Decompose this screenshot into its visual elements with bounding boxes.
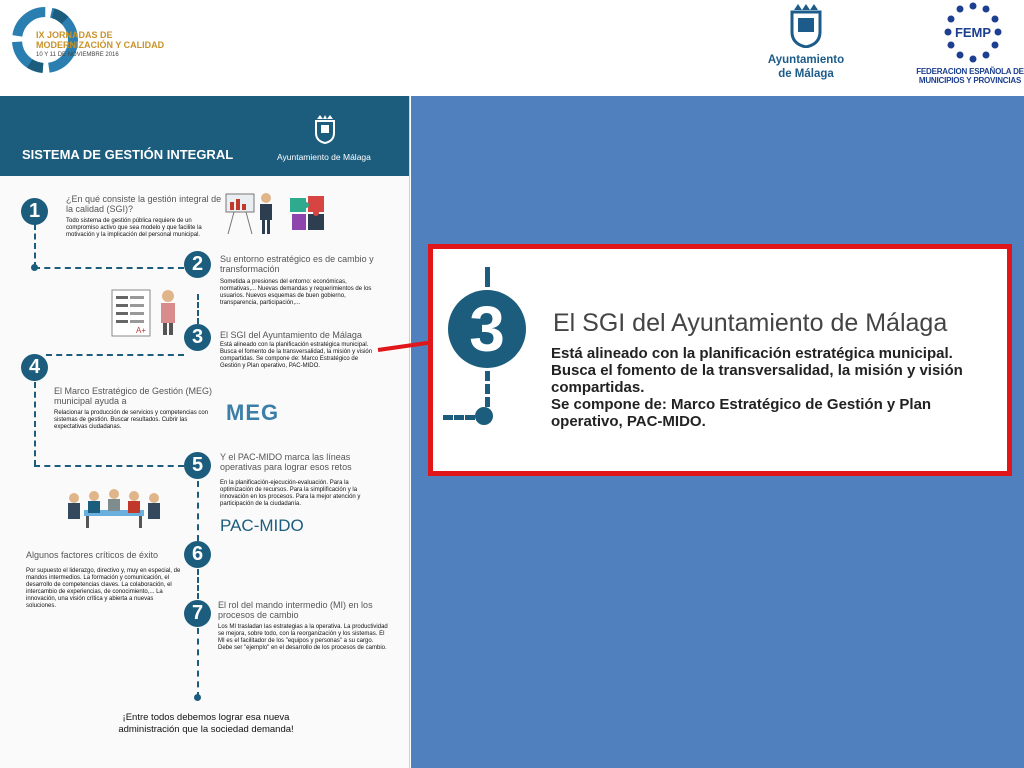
zoom-timeline-line (443, 415, 475, 420)
femp-line1: FEDERACION ESPAÑOLA DE (916, 67, 1024, 76)
femp-name (914, 67, 1024, 85)
timeline-line (34, 267, 184, 269)
zoom-body-line: Se compone de: Marco Estratégico de Gestión y Plan operativo, PAC-MIDO. (551, 396, 932, 430)
puzzle-illustration (288, 194, 328, 234)
jornadas-text (36, 30, 164, 60)
svg-text:A+: A+ (136, 326, 147, 335)
femp-line2: MUNICIPIOS Y PROVINCIAS (918, 76, 1022, 85)
timeline-line (197, 294, 199, 324)
step-4-heading: El Marco Estratégico de Gestión (MEG) municipal ayuda a (54, 386, 213, 406)
step-6-body: Por supuesto el liderazgo, directivo y, muy en especial, de mandos intermedios. La formación y comunicación, el desarrollo de competencias claves. La colaboración, el intercambio de experiencias, de conocimiento,... La innovación, una visión crítica y abierta a nuevas soluciones. (26, 568, 181, 609)
meg-logo: MEG (226, 400, 280, 425)
femp-logo (938, 0, 1008, 66)
ayuntamiento-line2: de Málaga (778, 68, 834, 80)
step-1-heading: ¿En qué consiste la gestión integral de la calidad (SGI)? (66, 194, 222, 214)
step-number-3: 3 (184, 324, 211, 351)
timeline-line (197, 569, 199, 599)
step-5-body: En la planificación-ejecución-evaluación. Para la optimización de recursos. Para la simplificación y la innovación en los procesos. Para la mejor atención y participación de la ciudadanía. (220, 480, 361, 507)
ayuntamiento-line1: Ayuntamiento (767, 54, 845, 66)
ayuntamiento-name (756, 53, 856, 81)
ayuntamiento-small-logo-icon (314, 114, 336, 144)
step-1-body: Todo sistema de gestión pública requiere de un compromiso activo que sea modelo y que facilite la motivación y la implicación del personal municipal. (66, 218, 202, 238)
step-number-5: 5 (184, 452, 211, 479)
timeline-line (34, 224, 36, 268)
step-number-4: 4 (21, 354, 48, 381)
zoom-timeline-line (485, 267, 490, 287)
infographic-banner (0, 96, 410, 176)
infographic-org: Ayuntamiento de Málaga (277, 152, 371, 162)
callout-pointer (376, 330, 436, 360)
step-number-1: 1 (21, 198, 48, 225)
jornadas-line1: IX JORNADAS DE (36, 30, 113, 40)
step-2-heading: Su entorno estratégico es de cambio y transformación (220, 254, 374, 274)
timeline-line (197, 628, 199, 698)
jornadas-line2: MODERNIZACIÓN Y CALIDAD (36, 40, 165, 50)
step-7-body: Los MI trasladan las estrategias a la operativa. La productividad se mejora, sobre todo, con la reorganización y los sistemas. El MI es el facilitador de los "equipos y personas" a su cargo. Debe ser "ejemplo" en el desarrollo de los procesos de cambio. (218, 624, 388, 651)
step-number-7: 7 (184, 600, 211, 627)
zoom-step-number: 3 (448, 290, 526, 368)
presentation-illustration (222, 190, 282, 236)
step-7-heading: El rol del mando intermedio (MI) en los procesos de cambio (218, 600, 373, 620)
zoom-content (443, 267, 1003, 457)
timeline-line (34, 465, 184, 467)
infographic-panel (0, 96, 410, 768)
timeline-dot (31, 264, 38, 271)
slide-header (0, 0, 1024, 96)
timeline-line (34, 382, 36, 466)
zoom-callout (428, 244, 1012, 476)
zoom-timeline-line (485, 371, 490, 407)
zoom-timeline-dot (475, 407, 493, 425)
zoom-body (551, 345, 1001, 430)
femp-logo-text: FEMP (954, 25, 992, 40)
pac-mido-logo: PAC-MIDO (220, 516, 304, 535)
step-3-heading: El SGI del Ayuntamiento de Málaga (220, 330, 362, 340)
step-number-2: 2 (184, 251, 211, 278)
step-3-body: Está alineado con la planificación estratégica municipal. Busca el fomento de la transversalidad, la misión y visión compartidas. Se compone de: Marco Estratégico de Gestión y Plan operativo, PAC-MIDO. (220, 342, 373, 369)
survey-illustration (108, 286, 180, 338)
timeline-line (197, 481, 199, 541)
step-2-body: Sometida a presiones del entorno: económicas, normativas,... Nuevas demandas y requerimientos de los usuarios. Nuevos esquemas de buen gobierno, transparencia, participación,... (220, 279, 372, 306)
step-number-6: 6 (184, 541, 211, 568)
zoom-body-line: Está alineado con la planificación estratégica municipal. (551, 345, 953, 362)
step-6-heading: Algunos factores críticos de éxito (26, 550, 159, 560)
step-4-body: Relacionar la producción de servicios y competencias con sistemas de gestión. Buscar resultados. Cubrir las expectativas ciudadanas. (54, 410, 209, 430)
infographic-title: SISTEMA DE GESTIÓN INTEGRAL (22, 147, 234, 162)
step-5-heading: Y el PAC-MIDO marca las líneas operativas para lograr esos retos (220, 452, 352, 472)
timeline-line (46, 354, 184, 356)
timeline-dot (194, 694, 201, 701)
closing-message: ¡Entre todos debemos lograr esa nueva administración que la sociedad demanda! (118, 712, 294, 735)
zoom-heading: El SGI del Ayuntamiento de Málaga (553, 309, 948, 337)
meeting-illustration (64, 486, 164, 530)
zoom-body-line: Busca el fomento de la transversalidad, la misión y visión compartidas. (551, 362, 963, 396)
jornadas-dates: 10 Y 11 DE NOVIEMBRE 2016 (36, 52, 119, 58)
ayuntamiento-coat-of-arms-icon (788, 2, 824, 48)
